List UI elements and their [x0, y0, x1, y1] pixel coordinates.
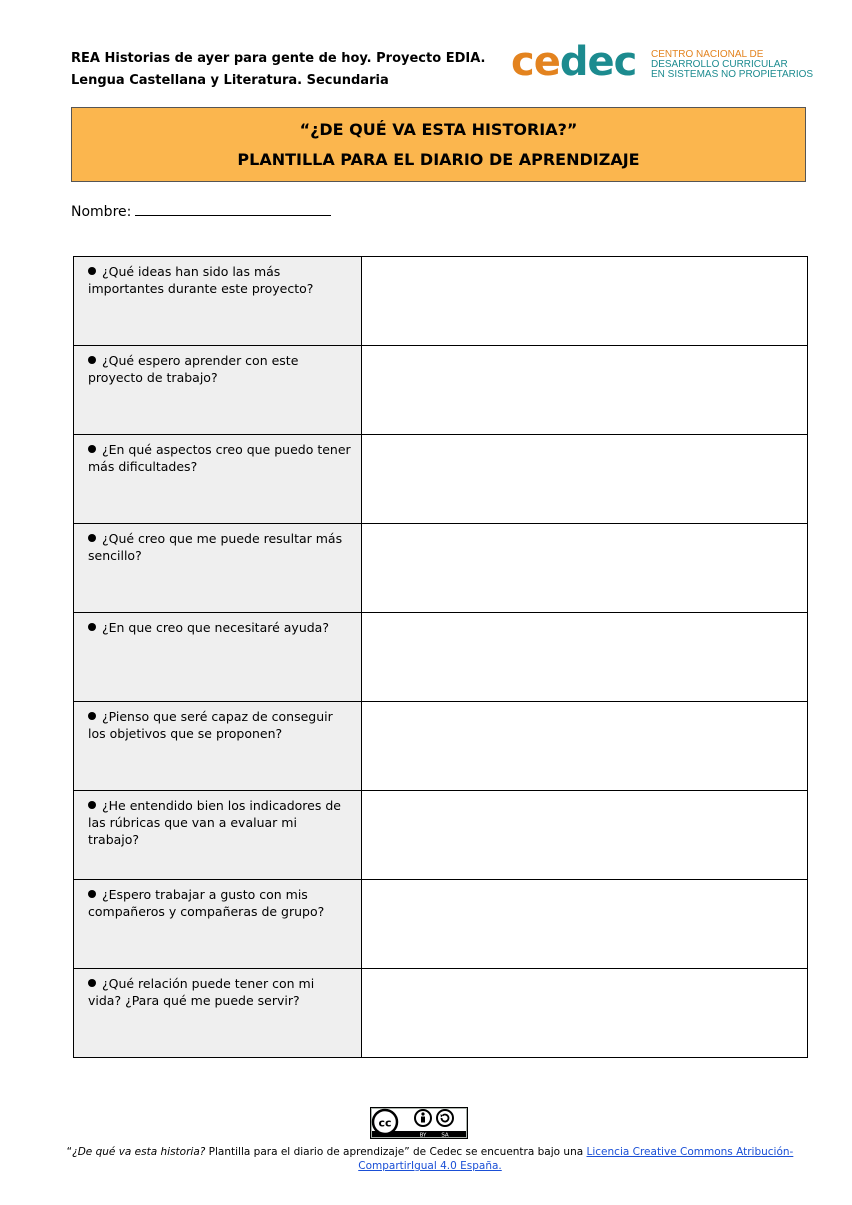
logo-sub-line-2: DESARROLLO CURRICULAR — [651, 59, 788, 70]
footer-work-title: ¿De qué va esta historia? — [72, 1146, 206, 1158]
diary-row — [74, 702, 808, 791]
header-line-subject: Lengua Castellana y Literatura. Secundaria — [71, 73, 389, 88]
question-text: ¿En que creo que necesitaré ayuda? — [102, 620, 329, 635]
answer-cell[interactable] — [362, 880, 808, 969]
logo-sub-line-1: CENTRO NACIONAL DE — [651, 49, 764, 60]
question-cell — [74, 880, 362, 969]
logo-sub-line-3: EN SISTEMAS NO PROPIETARIOS — [651, 69, 814, 80]
question-text: ¿He entendido bien los indicadores de las rúbricas que van a evaluar mi trabajo? — [88, 798, 341, 847]
question-text-wrapper — [74, 524, 361, 564]
document-title: “¿DE QUÉ VA ESTA HISTORIA?” — [299, 120, 578, 139]
bullet-icon — [88, 890, 96, 898]
diary-row — [74, 346, 808, 435]
question-text-wrapper — [74, 969, 361, 1009]
question-text: ¿Qué ideas han sido las más importantes durante este proyecto? — [88, 264, 314, 296]
name-field — [71, 201, 331, 220]
question-cell — [74, 257, 362, 346]
logo-word-dec: dec — [559, 39, 637, 85]
question-text: ¿Qué espero aprender con este proyecto de trabajo? — [88, 353, 299, 385]
question-text: ¿Qué relación puede tener con mi vida? ¿Para qué me puede servir? — [88, 976, 315, 1008]
diary-row — [74, 880, 808, 969]
answer-cell[interactable] — [362, 524, 808, 613]
header-line-project: REA Historias de ayer para gente de hoy. Proyecto EDIA. — [71, 51, 486, 66]
diary-row — [74, 524, 808, 613]
diary-row — [74, 613, 808, 702]
cc-by-sa-badge — [370, 1107, 468, 1139]
question-cell — [74, 346, 362, 435]
cedec-logo-wordmark — [511, 40, 636, 84]
license-link[interactable]: Licencia Creative Commons Atribución-CompartirIgual 4.0 España. — [358, 1146, 794, 1172]
diary-row — [74, 435, 808, 524]
bullet-icon — [88, 356, 96, 364]
name-blank-line[interactable] — [135, 201, 331, 216]
question-cell — [74, 613, 362, 702]
title-banner — [71, 107, 806, 182]
sa-label: SA — [441, 1132, 449, 1139]
diary-row — [74, 257, 808, 346]
diary-row — [74, 791, 808, 880]
question-text-wrapper — [74, 435, 361, 475]
cedec-logo-subtitle — [651, 50, 813, 80]
license-footer — [60, 1145, 800, 1173]
question-text-wrapper — [74, 613, 361, 636]
bullet-icon — [88, 623, 96, 631]
question-cell — [74, 791, 362, 880]
question-cell — [74, 702, 362, 791]
question-cell — [74, 969, 362, 1058]
bullet-icon — [88, 712, 96, 720]
bullet-icon — [88, 267, 96, 275]
bullet-icon — [88, 534, 96, 542]
learning-diary-table — [73, 256, 808, 1058]
answer-cell[interactable] — [362, 346, 808, 435]
document-header — [71, 48, 485, 92]
question-text: ¿Qué creo que me puede resultar más sencillo? — [88, 531, 343, 563]
question-text-wrapper — [74, 791, 361, 848]
footer-text: Plantilla para el diario de aprendizaje” de Cedec se encuentra bajo una — [205, 1146, 587, 1158]
cc-icon-text: cc — [378, 1116, 392, 1130]
question-cell — [74, 435, 362, 524]
document-subtitle: PLANTILLA PARA EL DIARIO DE APRENDIZAJE — [237, 150, 640, 169]
question-text: ¿Pienso que seré capaz de conseguir los objetivos que se proponen? — [88, 709, 333, 741]
answer-cell[interactable] — [362, 702, 808, 791]
question-text-wrapper — [74, 257, 361, 297]
bullet-icon — [88, 979, 96, 987]
bullet-icon — [88, 445, 96, 453]
question-text: ¿En qué aspectos creo que puedo tener más dificultades? — [88, 442, 351, 474]
diary-row — [74, 969, 808, 1058]
question-cell — [74, 524, 362, 613]
answer-cell[interactable] — [362, 613, 808, 702]
question-text: ¿Espero trabajar a gusto con mis compañeros y compañeras de grupo? — [88, 887, 325, 919]
bullet-icon — [88, 801, 96, 809]
answer-cell[interactable] — [362, 969, 808, 1058]
footer-open-quote: “ — [66, 1146, 73, 1158]
question-text-wrapper — [74, 702, 361, 742]
answer-cell[interactable] — [362, 435, 808, 524]
sa-share-alike-icon — [437, 1110, 453, 1126]
answer-cell[interactable] — [362, 791, 808, 880]
question-text-wrapper — [74, 880, 361, 920]
answer-cell[interactable] — [362, 257, 808, 346]
name-label: Nombre: — [71, 204, 132, 220]
logo-word-ce: ce — [511, 39, 560, 85]
by-label: BY — [419, 1132, 427, 1139]
question-text-wrapper — [74, 346, 361, 386]
